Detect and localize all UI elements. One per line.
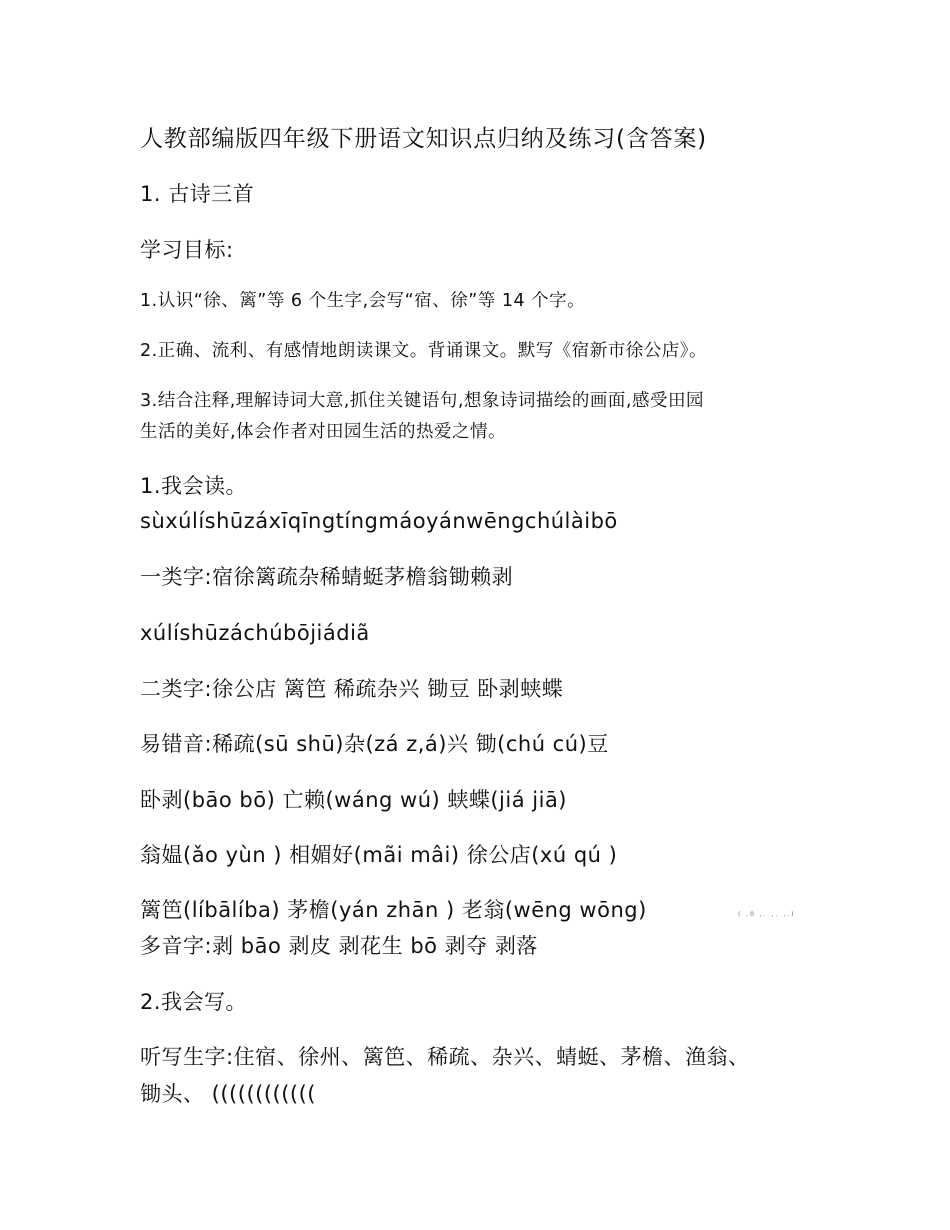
tiny-margin-note: ( ,0 ,. ,. ,.) xyxy=(738,911,796,918)
write-heading: 2.我会写。 xyxy=(140,990,248,1014)
objective-item-1: 1.认识“徐、篱”等 6 个生字,会写“宿、徐”等 14 个字。 xyxy=(140,291,586,311)
class2-characters: 二类字:徐公店 篱笆 稀疏杂兴 锄豆 卧剥蛱蝶 xyxy=(140,677,564,701)
read-heading: 1.我会读。 xyxy=(140,474,248,498)
objective-item-3-line-1: 3.结合注释,理解诗词大意,抓住关键语句,想象诗词描绘的画面,感受田园 xyxy=(140,391,704,411)
class1-characters: 一类字:宿徐篱疏杂稀蜻蜓茅檐翁锄赖剥 xyxy=(140,565,514,589)
error-prone-line-2: 卧剥(bāo bō) 亡赖(wáng wú) 蛱蝶(jiá jiā) xyxy=(140,788,568,812)
dictation-line-2: 锄头、 (((((((((((( xyxy=(140,1082,316,1106)
error-prone-line-1: 易错音:稀疏(sū shū)杂(zá z,á)兴 锄(chú cú)豆 xyxy=(140,732,609,756)
document-title: 人教部编版四年级下册语文知识点归纳及练习(含答案) xyxy=(140,126,707,152)
error-prone-line-4: 篱笆(líbālíba) 茅檐(yán zhān ) 老翁(wēng wōng) xyxy=(140,898,647,922)
polyphone-line: 多音字:剥 bāo 剥皮 剥花生 bō 剥夺 剥落 xyxy=(140,934,538,958)
pinyin-line-2: xúlíshūzáchúbōjiádiã xyxy=(140,621,370,645)
dictation-line-1: 听写生字:住宿、徐州、篱笆、稀疏、杂兴、蜻蜓、茅檐、渔翁、 xyxy=(140,1045,750,1069)
objective-item-3-line-2: 生活的美好,体会作者对田园生活的热爱之情。 xyxy=(140,422,507,442)
error-prone-line-3: 翁媪(ǎo yùn ) 相媚好(mãi mâi) 徐公店(xú qú ) xyxy=(140,843,618,867)
lesson-heading: 1. 古诗三首 xyxy=(140,182,255,206)
objective-item-2: 2.正确、流利、有感情地朗读课文。背诵课文。默写《宿新市徐公店》。 xyxy=(140,341,707,361)
objectives-heading: 学习目标: xyxy=(140,238,234,262)
pinyin-line-1: sùxúlíshūzáxīqīngtíngmáoyánwēngchúlàibō xyxy=(140,509,618,533)
